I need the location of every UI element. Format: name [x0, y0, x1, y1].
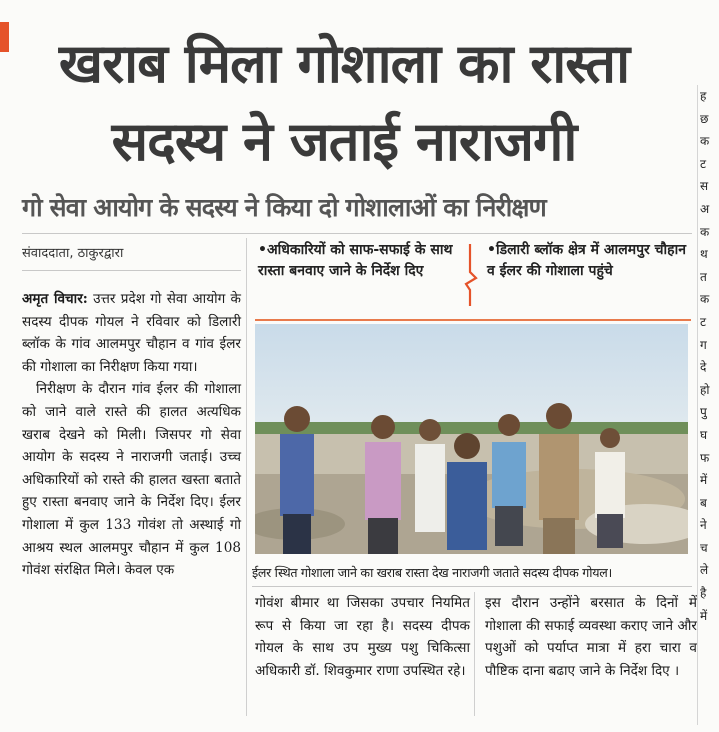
article-column-1 [22, 288, 241, 582]
article-column-3: इस दौरान उन्होंने बरसात के दिनों में गोशाला की सफाई व्यवस्था कराए जाने और पशुओं को पर्याप्त मात्रा में हरा चारा व पौष्टिक दाना बढाए जाने के निर्देश दिए । [485, 595, 697, 679]
photo-top-rule [255, 319, 691, 321]
page-edge-divider [697, 85, 698, 725]
fragment-text: च [700, 540, 708, 555]
fragment-text: में [700, 608, 708, 623]
fragment-text: ह [700, 89, 707, 103]
fragment-text: दे [700, 360, 707, 375]
divider [22, 233, 692, 234]
highlight-separator-icon [459, 244, 481, 306]
fragment-text: में [700, 473, 708, 488]
fragment-text: घ [700, 427, 708, 442]
fragment-text: ट [700, 156, 707, 171]
fragment-text: अ [700, 201, 710, 216]
fragment-text: स [700, 179, 709, 194]
fragment-text: ने [700, 518, 707, 533]
adjacent-article-fragment [700, 85, 719, 732]
article-column-2: गोवंश बीमार था जिसका उपचार नियमित रूप से किया जा रहा है। सदस्य दीपक गोयल के साथ उप मुख्य पशु चिकित्सा अधिकारी डॉ. शिवकुमार राणा उपस्थित रहे। [255, 595, 470, 679]
dateline: अमृत विचार: [22, 291, 88, 307]
byline-divider [22, 270, 241, 271]
headline-line1: खराब मिला गोशाला का रास्ता [58, 32, 630, 95]
fragment-text: क [700, 134, 710, 149]
photo-caption: ईलर स्थित गोशाला जाने का खराब रास्ता देख नाराजगी जताते सदस्य दीपक गोयल। [252, 565, 612, 580]
byline: संवाददाता, ठाकुरद्वारा [22, 246, 124, 261]
fragment-text: ब [700, 495, 707, 510]
fragment-text: ग [700, 337, 707, 352]
fragment-text: क [700, 292, 710, 307]
fragment-text: हो [700, 382, 710, 397]
fragment-text: ट [700, 314, 707, 329]
fragment-text: पु [700, 405, 707, 420]
headline-line2: सदस्य ने जताई नाराजगी [111, 110, 577, 173]
fragment-text: छ [700, 111, 709, 126]
caption-divider [252, 586, 692, 587]
highlight-1: •अधिकारियों को साफ-सफाई के साथ रास्ता बनवाए जाने के निर्देश दिए [258, 242, 453, 279]
fragment-text: थ [700, 247, 708, 262]
highlight-2: •डिलारी ब्लॉक क्षेत्र में आलमपुर चौहान व ईलर की गोशाला पहुंचे [487, 242, 686, 279]
fragment-text: क [700, 224, 710, 239]
article-paragraph-1 [22, 288, 241, 378]
subheadline: गो सेवा आयोग के सदस्य ने किया दो गोशालाओं का निरीक्षण [22, 193, 546, 222]
fragment-text: है [700, 586, 707, 601]
article-paragraph-2: निरीक्षण के दौरान गांव ईलर की गोशाला को जाने वाले रास्ते की हालत अत्यधिक खराब देखने को मिली। जिसपर गो सेवा आयोग के सदस्य ने नाराजगी जताई। उच्च अधिकारियों को रास्ते की हालत खस्ता बताते हुए रास्ता बनवाए जाने के निर्देश दिए। ईलर गोशाला में कुल 133 गोवंश तो अस्थाई गो आश्रय स्थल आलमपुर चौहान में कुल 108 गोवंश संरक्षित मिले। केवल एक [22, 381, 241, 579]
column-divider-2 [474, 592, 475, 716]
paragraph-1-text: उत्तर प्रदेश गो सेवा आयोग के सदस्य दीपक गोयल ने रविवार को डिलारी ब्लॉक के गांव आलमपुर चौहान व गांव ईलर की गोशाला का निरीक्षण किया गया। [22, 291, 241, 375]
fragment-text: त [700, 269, 707, 284]
fragment-text: ले [700, 563, 709, 578]
fragment-text: फ [700, 450, 710, 465]
column-divider [246, 238, 247, 716]
news-photo [255, 324, 688, 554]
section-marker [0, 22, 9, 52]
